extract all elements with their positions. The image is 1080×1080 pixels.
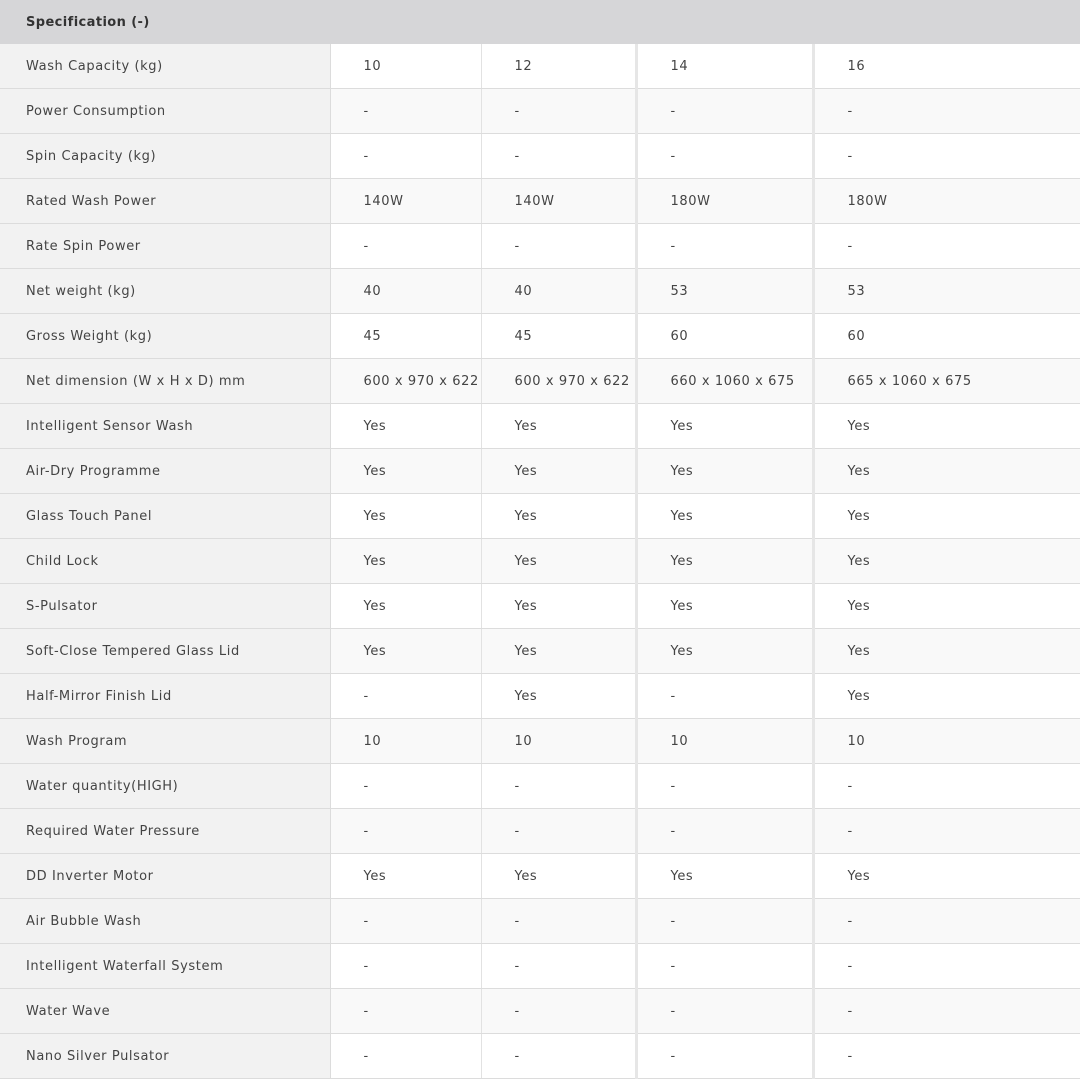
spec-label: Air-Dry Programme xyxy=(0,449,330,494)
spec-value: 600 x 970 x 622 xyxy=(330,359,481,404)
spec-value: Yes xyxy=(330,629,481,674)
spec-value: 53 xyxy=(636,269,813,314)
table-row xyxy=(0,314,1080,359)
spec-label: Water quantity(HIGH) xyxy=(0,764,330,809)
spec-value: 140W xyxy=(330,179,481,224)
spec-value: Yes xyxy=(813,584,1080,629)
spec-value: - xyxy=(330,674,481,719)
spec-value: Yes xyxy=(813,674,1080,719)
table-row xyxy=(0,224,1080,269)
spec-value: Yes xyxy=(636,494,813,539)
spec-value: Yes xyxy=(813,854,1080,899)
table-row xyxy=(0,89,1080,134)
spec-value: - xyxy=(330,1034,481,1079)
table-row xyxy=(0,674,1080,719)
spec-value: Yes xyxy=(636,539,813,584)
spec-label: DD Inverter Motor xyxy=(0,854,330,899)
spec-value: Yes xyxy=(481,449,636,494)
spec-value: - xyxy=(481,899,636,944)
table-row xyxy=(0,269,1080,314)
spec-value: Yes xyxy=(636,584,813,629)
spec-value: Yes xyxy=(813,494,1080,539)
spec-label: Water Wave xyxy=(0,989,330,1034)
spec-value: - xyxy=(813,89,1080,134)
spec-value: 140W xyxy=(481,179,636,224)
table-row xyxy=(0,719,1080,764)
spec-label: Intelligent Waterfall System xyxy=(0,944,330,989)
spec-value: Yes xyxy=(481,584,636,629)
spec-value: - xyxy=(636,89,813,134)
spec-value: - xyxy=(636,1034,813,1079)
table-row xyxy=(0,179,1080,224)
spec-value: - xyxy=(636,989,813,1034)
table-row xyxy=(0,449,1080,494)
spec-label: Glass Touch Panel xyxy=(0,494,330,539)
spec-value: - xyxy=(813,944,1080,989)
spec-value: 665 x 1060 x 675 xyxy=(813,359,1080,404)
spec-value: Yes xyxy=(330,539,481,584)
spec-value: Yes xyxy=(636,404,813,449)
spec-value: - xyxy=(481,1034,636,1079)
spec-value: 660 x 1060 x 675 xyxy=(636,359,813,404)
spec-value: 12 xyxy=(481,44,636,89)
spec-value: - xyxy=(636,944,813,989)
spec-label: Wash Program xyxy=(0,719,330,764)
spec-value: Yes xyxy=(481,854,636,899)
table-row xyxy=(0,359,1080,404)
spec-value: 40 xyxy=(330,269,481,314)
table-header-row xyxy=(0,0,1080,44)
spec-value: 16 xyxy=(813,44,1080,89)
spec-value: Yes xyxy=(813,449,1080,494)
spec-value: - xyxy=(481,134,636,179)
spec-value: Yes xyxy=(481,674,636,719)
spec-label: Spin Capacity (kg) xyxy=(0,134,330,179)
spec-value: - xyxy=(481,89,636,134)
spec-value: 10 xyxy=(636,719,813,764)
spec-label: Power Consumption xyxy=(0,89,330,134)
table-row xyxy=(0,944,1080,989)
spec-value: - xyxy=(813,899,1080,944)
spec-value: - xyxy=(481,944,636,989)
table-row xyxy=(0,629,1080,674)
spec-value: 180W xyxy=(813,179,1080,224)
table-row xyxy=(0,899,1080,944)
table-row xyxy=(0,134,1080,179)
spec-label: Net dimension (W x H x D) mm xyxy=(0,359,330,404)
spec-value: - xyxy=(636,764,813,809)
spec-value: 60 xyxy=(636,314,813,359)
spec-value: - xyxy=(330,764,481,809)
spec-value: Yes xyxy=(330,404,481,449)
spec-label: Child Lock xyxy=(0,539,330,584)
spec-label: Intelligent Sensor Wash xyxy=(0,404,330,449)
spec-label: Rate Spin Power xyxy=(0,224,330,269)
spec-value: - xyxy=(636,809,813,854)
spec-value: - xyxy=(636,674,813,719)
spec-value: Yes xyxy=(636,449,813,494)
spec-label: Gross Weight (kg) xyxy=(0,314,330,359)
table-row xyxy=(0,1034,1080,1079)
spec-value: 45 xyxy=(481,314,636,359)
spec-value: 53 xyxy=(813,269,1080,314)
spec-value: - xyxy=(330,134,481,179)
spec-value: - xyxy=(813,764,1080,809)
spec-label: Nano Silver Pulsator xyxy=(0,1034,330,1079)
spec-value: - xyxy=(481,224,636,269)
table-row xyxy=(0,494,1080,539)
spec-value: - xyxy=(636,224,813,269)
spec-value: 40 xyxy=(481,269,636,314)
spec-value: - xyxy=(330,224,481,269)
spec-value: - xyxy=(330,89,481,134)
spec-value: - xyxy=(481,764,636,809)
spec-value: - xyxy=(481,809,636,854)
spec-value: Yes xyxy=(481,539,636,584)
spec-value: Yes xyxy=(813,404,1080,449)
spec-value: Yes xyxy=(330,854,481,899)
spec-value: 180W xyxy=(636,179,813,224)
spec-label: Soft-Close Tempered Glass Lid xyxy=(0,629,330,674)
spec-value: - xyxy=(813,1034,1080,1079)
spec-label: Net weight (kg) xyxy=(0,269,330,314)
spec-label: Required Water Pressure xyxy=(0,809,330,854)
spec-value: 14 xyxy=(636,44,813,89)
spec-value: Yes xyxy=(481,494,636,539)
spec-value: 10 xyxy=(330,44,481,89)
spec-label: Half-Mirror Finish Lid xyxy=(0,674,330,719)
spec-value: 45 xyxy=(330,314,481,359)
spec-value: - xyxy=(330,944,481,989)
table-row xyxy=(0,989,1080,1034)
spec-value: - xyxy=(636,899,813,944)
spec-value: - xyxy=(813,134,1080,179)
spec-value: Yes xyxy=(481,404,636,449)
spec-value: 10 xyxy=(813,719,1080,764)
spec-value: Yes xyxy=(636,629,813,674)
spec-label: Air Bubble Wash xyxy=(0,899,330,944)
spec-value: Yes xyxy=(636,854,813,899)
specification-header: Specification (-) xyxy=(0,0,1080,44)
spec-value: - xyxy=(813,809,1080,854)
spec-value: Yes xyxy=(330,584,481,629)
spec-value: - xyxy=(330,899,481,944)
spec-value: Yes xyxy=(813,629,1080,674)
table-row xyxy=(0,809,1080,854)
table-row xyxy=(0,764,1080,809)
spec-value: Yes xyxy=(330,449,481,494)
spec-value: - xyxy=(813,989,1080,1034)
spec-value: - xyxy=(330,809,481,854)
spec-label: S-Pulsator xyxy=(0,584,330,629)
table-row xyxy=(0,584,1080,629)
spec-value: - xyxy=(636,134,813,179)
table-row xyxy=(0,539,1080,584)
spec-value: - xyxy=(813,224,1080,269)
table-row xyxy=(0,404,1080,449)
spec-label: Wash Capacity (kg) xyxy=(0,44,330,89)
spec-value: - xyxy=(330,989,481,1034)
spec-value: 10 xyxy=(330,719,481,764)
spec-value: Yes xyxy=(481,629,636,674)
table-row xyxy=(0,44,1080,89)
table-row xyxy=(0,854,1080,899)
spec-value: 600 x 970 x 622 xyxy=(481,359,636,404)
spec-value: Yes xyxy=(330,494,481,539)
spec-value: 10 xyxy=(481,719,636,764)
spec-value: - xyxy=(481,989,636,1034)
spec-value: 60 xyxy=(813,314,1080,359)
spec-value: Yes xyxy=(813,539,1080,584)
specification-body xyxy=(0,44,1080,1079)
spec-label: Rated Wash Power xyxy=(0,179,330,224)
